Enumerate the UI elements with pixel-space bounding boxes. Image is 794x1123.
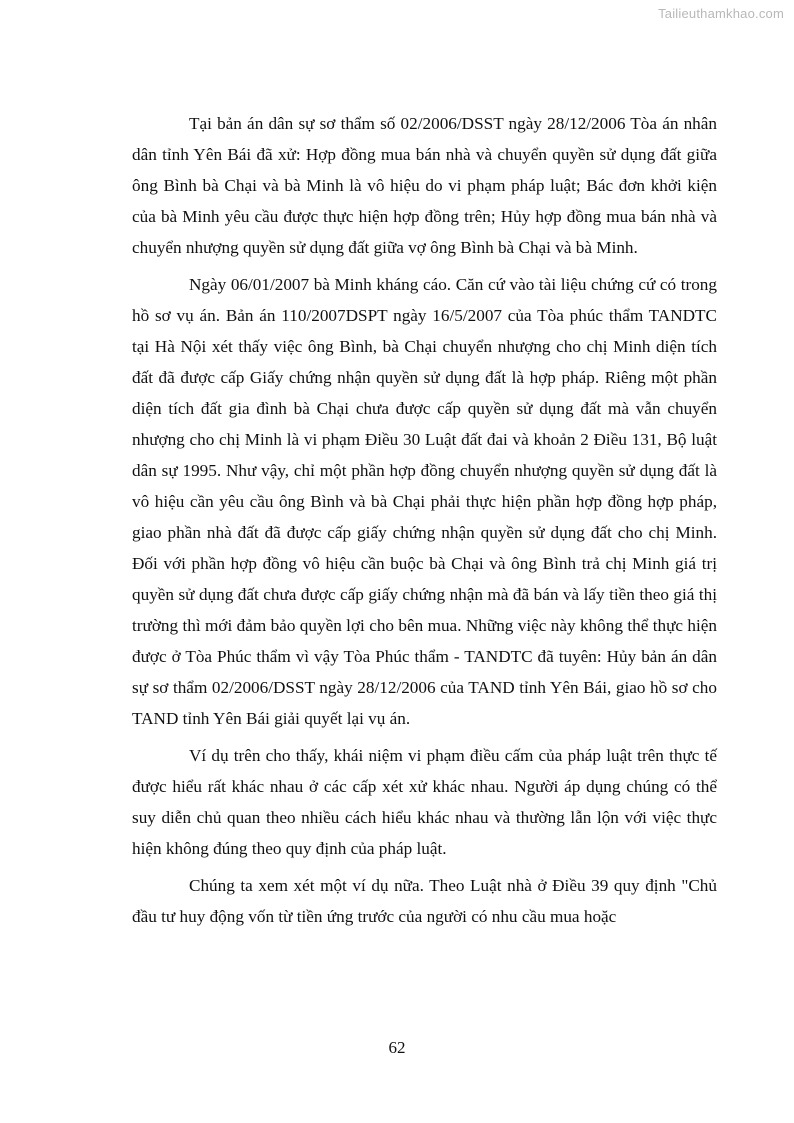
page-number: 62 [388,1038,406,1057]
paragraph-4: Chúng ta xem xét một ví dụ nữa. Theo Luật nhà ở Điều 39 quy định "Chủ đầu tư huy động vốn từ tiền ứng trước của người có nhu cầu mua hoặc [132,876,717,926]
paragraph-2: Ngày 06/01/2007 bà Minh kháng cáo. Căn cứ vào tài liệu chứng cứ có trong hồ sơ vụ án. Bản án 110/2007DSPT ngày 16/5/2007 của Tòa phúc thẩm TANDTC tại Hà Nội xét thấy việc ông Bình, bà Chại chuyển nhượng cho chị Minh diện tích đất đã được cấp Giấy chứng nhận quyền sử dụng đất là hợp pháp. Riêng một phần diện tích đất gia đình bà Chại chưa được cấp quyền sử dụng đất mà vẫn chuyển nhượng cho chị Minh là vi phạm Điều 30 Luật đất đai và khoản 2 Điều 131, Bộ luật dân sự 1995. Như vậy, chỉ một phần hợp đồng chuyển nhượng quyền sử dụng đất là vô hiệu cần yêu cầu ông Bình và bà Chại phải thực hiện phần hợp đồng hợp pháp, giao phần nhà đất đã được cấp giấy chứng nhận quyền sử dụng đất cho chị Minh. Đối với phần hợp đồng vô hiệu cần buộc bà Chại và ông Bình trả chị Minh giá trị quyền sử dụng đất chưa được cấp giấy chứng nhận mà đã bán và lấy tiền theo giá thị trường thì mới đảm bảo quyền lợi cho bên mua. Những việc này không thể thực hiện được ở Tòa Phúc thẩm vì vậy Tòa Phúc thẩm - TANDTC đã tuyên: Hủy bản án dân sự sơ thẩm 02/2006/DSST ngày 28/12/2006 của TAND tỉnh Yên Bái, giao hồ sơ cho TAND tỉnh Yên Bái giải quyết lại vụ án. [132,275,717,728]
watermark: Tailieuthamkhao.com [658,6,784,21]
document-body [132,108,717,938]
paragraph-3: Ví dụ trên cho thấy, khái niệm vi phạm điều cấm của pháp luật trên thực tế được hiểu rất khác nhau ở các cấp xét xử khác nhau. Người áp dụng chúng có thể suy diễn chủ quan theo nhiều cách hiểu khác nhau và thường lẫn lộn với việc thực hiện không đúng theo quy định của pháp luật. [132,746,717,858]
paragraph-1: Tại bản án dân sự sơ thẩm số 02/2006/DSST ngày 28/12/2006 Tòa án nhân dân tỉnh Yên Bái đã xử: Hợp đồng mua bán nhà và chuyển quyền sử dụng đất giữa ông Bình bà Chại và bà Minh là vô hiệu do vi phạm pháp luật; Bác đơn khởi kiện của bà Minh yêu cầu được thực hiện hợp đồng trên; Hủy hợp đồng mua bán nhà và chuyển nhượng quyền sử dụng đất giữa vợ ông Bình bà Chại và bà Minh. [132,114,717,257]
